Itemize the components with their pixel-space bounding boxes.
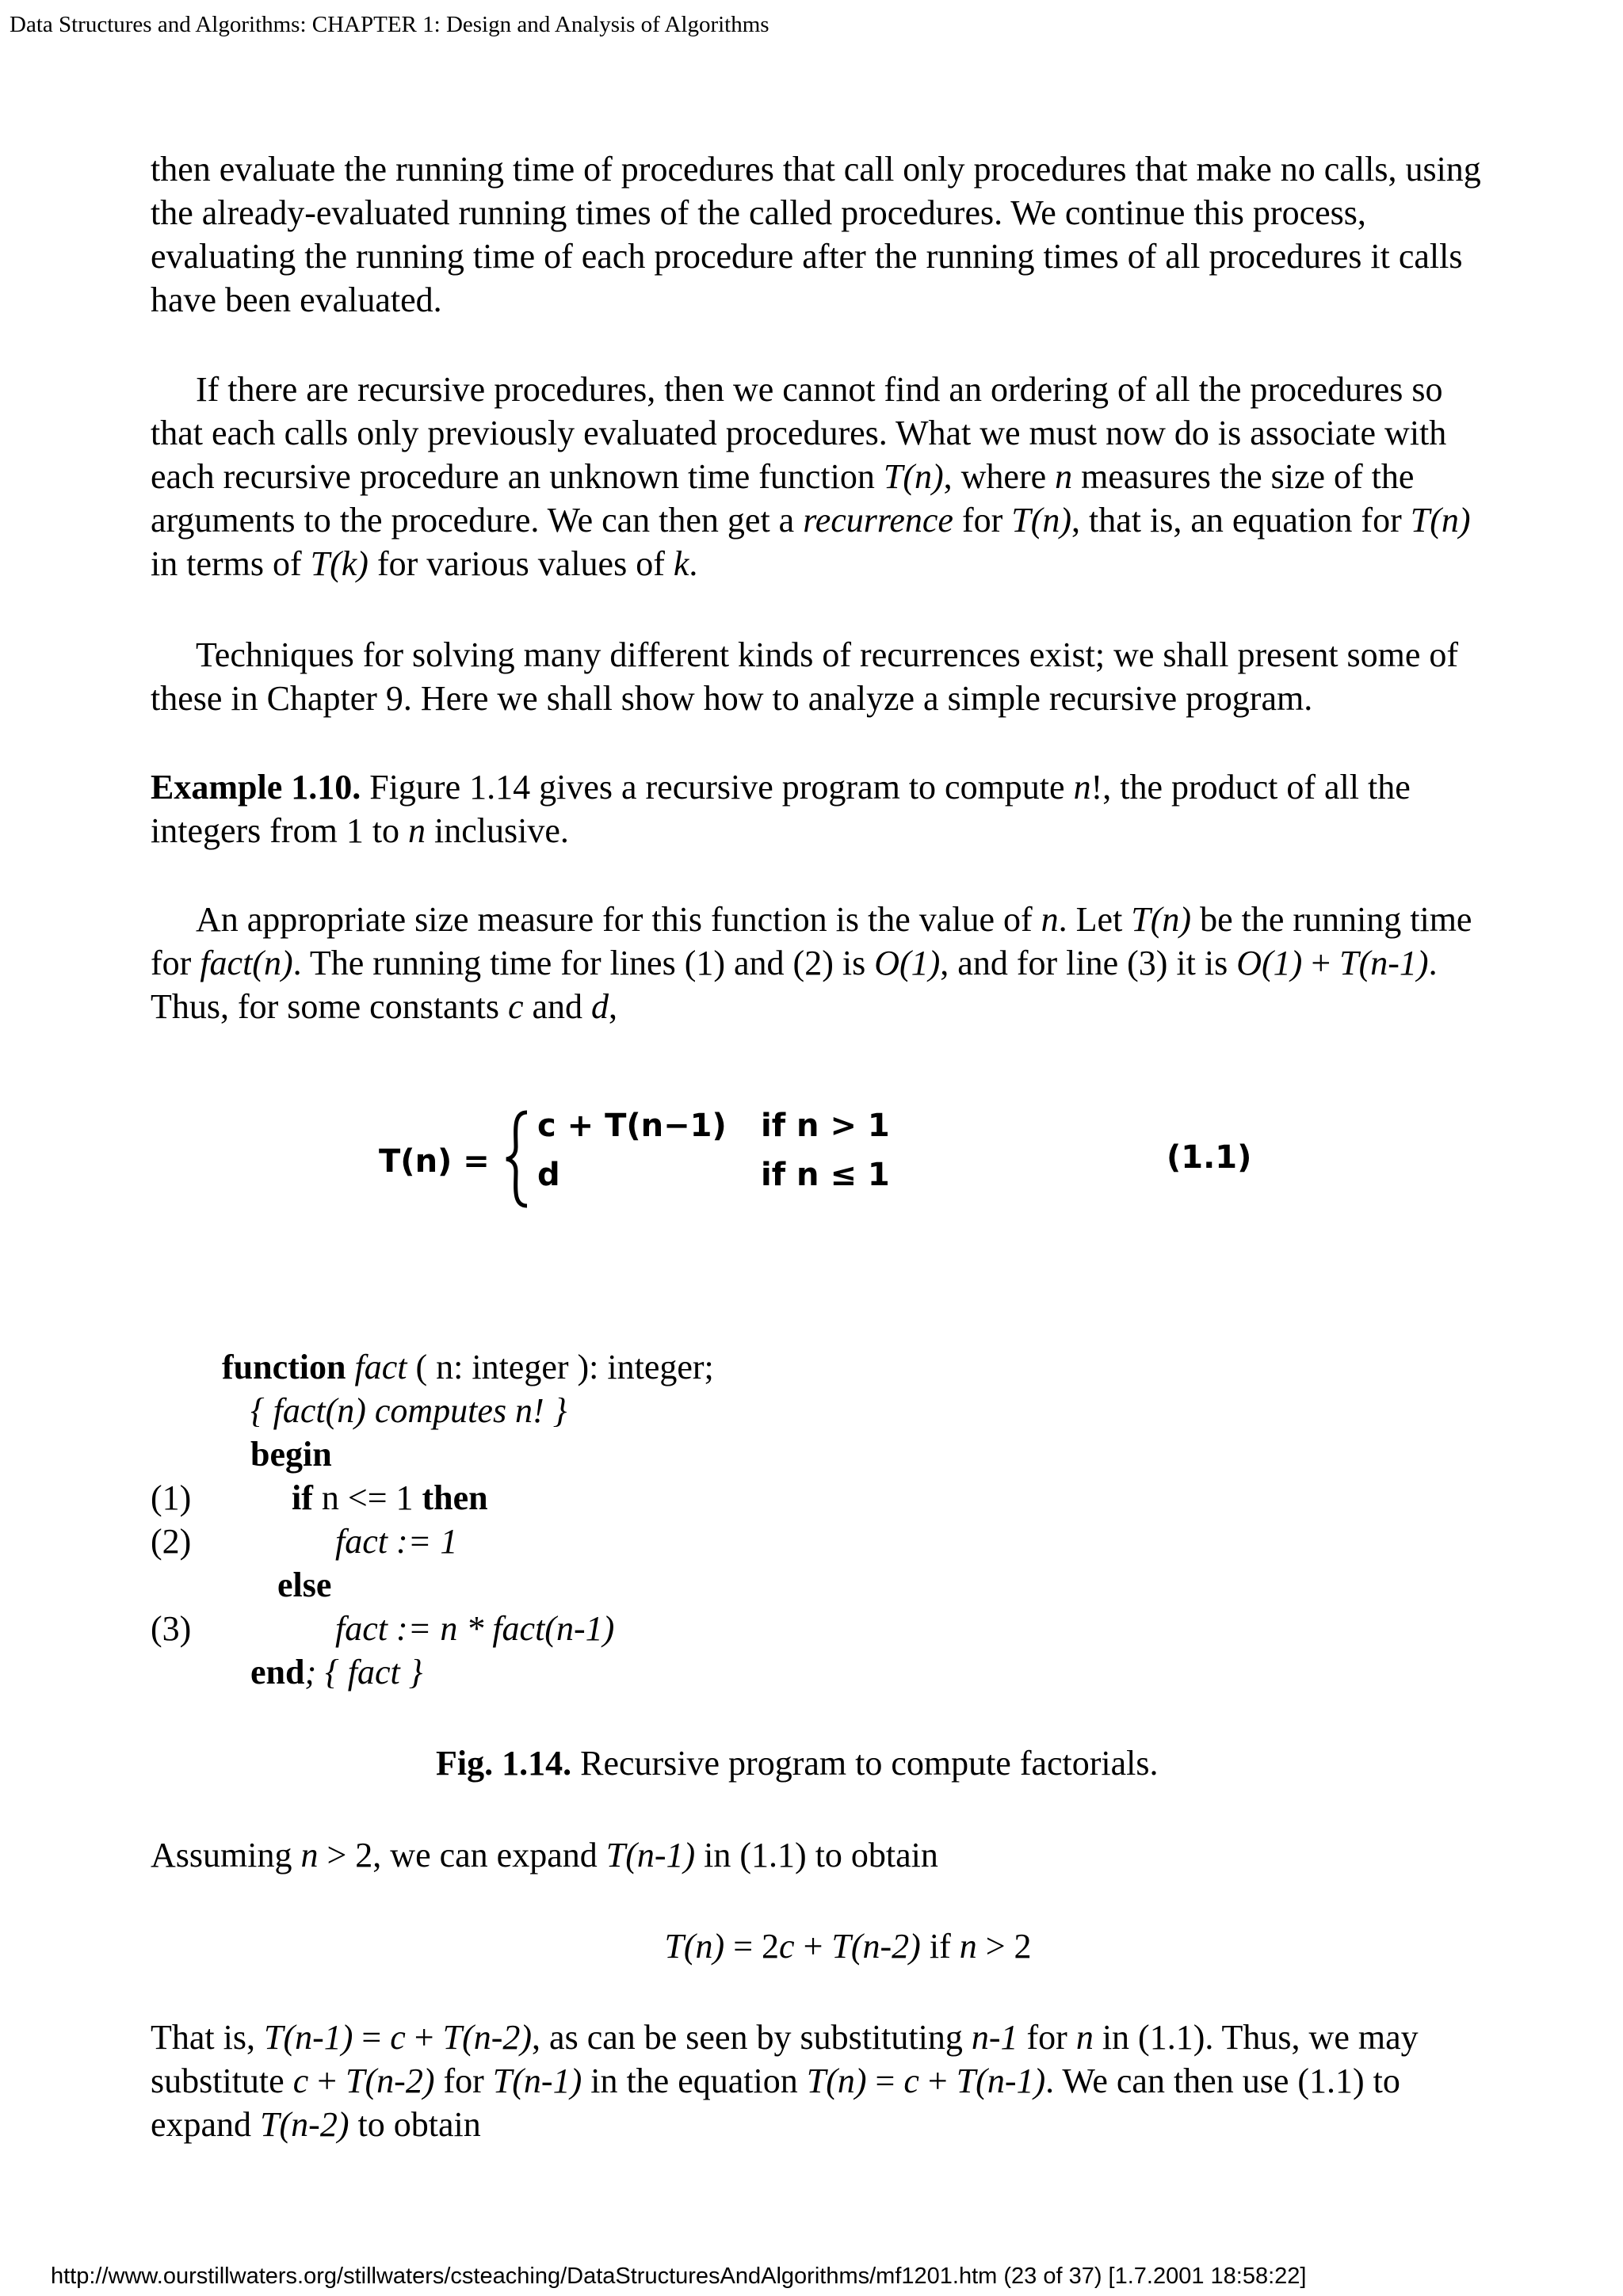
code-line-1 [151,1476,864,1520]
math-tn: T(n) [1011,501,1072,540]
text-span: in (1.1) to obtain [695,1836,938,1875]
math-tn1: T(n-1) [605,1836,696,1875]
math-k: k [673,544,689,583]
math-n-minus-1: n-1 [971,2018,1018,2057]
math-tn: T(n) [806,2061,867,2100]
math-c: c [390,2018,406,2057]
math-tn2: T(n-2) [346,2061,435,2100]
if-condition: n <= 1 [312,1478,422,1517]
text-span: + [308,2061,346,2100]
code-line-end [151,1650,864,1694]
example-paragraph [151,765,1498,852]
line-number: (1) [151,1478,192,1517]
text-span: , where [943,457,1056,496]
text-span: Assuming [151,1836,301,1875]
math-tn2: T(n-2) [260,2105,349,2144]
text-span: for [1018,2018,1076,2057]
text-span: = [866,2061,904,2100]
text-span: > 2, we can expand [318,1836,606,1875]
math-tn1: T(n-1) [1339,944,1429,982]
example-label: Example 1.10. [151,768,361,807]
text-span: , as can be seen by substituting [532,2018,972,2057]
math-tn2: T(n-2) [831,1927,921,1966]
math-n: n [959,1927,977,1966]
math-factn: fact(n) [200,944,293,982]
equation-number: (1.1) [1167,1139,1252,1176]
text-span: , that is, an equation for [1071,501,1411,540]
paragraph-2 [151,368,1498,585]
math-n: n [1073,768,1091,807]
text-span: = [353,2018,391,2057]
code-listing [151,1345,864,1694]
keyword-then: then [422,1478,488,1517]
text-span: Figure 1.14 gives a recursive program to compute [361,768,1074,807]
text-span: !, the product of all the integers from 1 to [151,768,1411,850]
math-c: c [507,987,524,1026]
math-tn1: T(n-1) [956,2061,1046,2100]
math-o1: O(1) [1236,944,1303,982]
text-span: . We can then use (1.1) to expand [151,2061,1400,2144]
text-span: and [523,987,591,1026]
figure-label: Fig. 1.14. [436,1744,572,1783]
math-tn: T(n) [664,1927,725,1966]
math-c: c [903,2061,919,2100]
math-n: n [1075,2018,1094,2057]
math-tn2: T(n-2) [442,2018,533,2057]
code-line-comment [151,1389,864,1432]
case1-expression: c + T(n−1) [537,1108,727,1144]
line-number: (2) [151,1522,192,1561]
code-text: fact := n * fact(n-1) [335,1609,615,1648]
text-span: + [1302,944,1340,982]
body-text [151,147,1498,1028]
text-span: measures the size of the arguments to the procedure. We can then get a [151,457,1415,540]
text-span: , and for line (3) it is [940,944,1237,982]
end-comment: ; { fact } [304,1653,423,1691]
code-line-signature [151,1345,864,1389]
math-tn: T(n) [1410,501,1471,540]
code-line-else [151,1563,864,1607]
math-tn1: T(n-1) [263,2018,353,2057]
math-tn: T(n) [1131,900,1192,939]
math-tk: T(k) [310,544,369,583]
text-span: . The running time for lines (1) and (2) is [292,944,875,982]
text-span: . Thus, for some constants [151,944,1438,1026]
text-span: . Let [1058,900,1132,939]
period: . [689,544,698,583]
math-n: n [300,1836,319,1875]
figure-text: Recursive program to compute factorials. [571,1744,1159,1783]
case2-expression: d [537,1157,560,1193]
text-span: An appropriate size measure for this function is the value of [196,900,1041,939]
text-span: = 2 [724,1927,780,1966]
math-n: n [1041,900,1059,939]
math-tn1: T(n-1) [492,2061,582,2100]
text-span: in terms of [151,544,311,583]
text-span: be the running time for [151,900,1472,982]
text-span: for [953,501,1012,540]
math-n: n [1055,457,1073,496]
recurrence-lhs: T(n) = [379,1143,490,1180]
paragraph-1: then evaluate the running time of procedures that call only procedures that make no calls, using the already-evaluated running times of the called procedures. We continue this process, evaluating the running time of each procedure after the running times of all procedures it calls have been evaluated. [151,150,1481,319]
paragraph-5 [151,898,1498,1028]
line-number: (3) [151,1609,192,1648]
text-span: That is, [151,2018,264,2057]
text-span: if [920,1927,960,1966]
math-c: c [779,1927,795,1966]
code-comment: { fact(n) computes n! } [250,1391,567,1430]
paragraph-assuming [151,1833,1498,1877]
signature-rest: ( n: integer ): integer; [407,1348,714,1386]
text-span: inclusive. [426,811,569,850]
page-header-title: Data Structures and Algorithms: CHAPTER 1: Design and Analysis of Algorithms [10,12,769,37]
case2-condition: if n ≤ 1 [761,1157,890,1193]
code-line-2 [151,1520,864,1563]
figure-caption [436,1741,1228,1785]
text-span: > 2 [976,1927,1032,1966]
math-d: d [591,987,609,1026]
text-span: for [434,2061,493,2100]
text-span: for various values of [368,544,674,583]
text-span: + [405,2018,443,2057]
math-o1: O(1) [874,944,941,982]
math-tn: T(n) [883,457,944,496]
code-text [250,1650,422,1694]
recurrence-equation [379,1108,1290,1219]
code-line-3 [151,1607,864,1650]
keyword-if: if [292,1478,313,1517]
page-footer-url: http://www.ourstillwaters.org/stillwaters/csteaching/DataStructuresAndAlgorithms/mf1201.htm (23 of 37) [1.7.2001 18:58:22] [51,2264,1307,2289]
function-name: fact [354,1348,407,1386]
text-span: + [794,1927,832,1966]
math-n: n [408,811,426,850]
keyword-end: end [250,1653,305,1691]
text-span: If there are recursive procedures, then we cannot find an ordering of all the procedures so that each calls only previously evaluated procedures. What we must now do is associate with each recursive procedure an unknown time function [151,370,1447,496]
keyword-else: else [277,1566,332,1604]
text-span: , [609,987,617,1026]
term-recurrence: recurrence [803,501,953,540]
math-c: c [292,2061,309,2100]
paragraph-3: Techniques for solving many different kinds of recurrences exist; we shall present some of these in Chapter 9. Here we shall show how to analyze a simple recursive program. [151,635,1459,718]
code-line-begin [151,1432,864,1476]
left-brace-icon [502,1108,533,1211]
keyword-function: function [222,1348,346,1386]
display-equation-2 [151,1924,1498,1968]
code-text [222,1345,714,1389]
case1-condition: if n > 1 [761,1108,890,1144]
code-text [292,1476,488,1520]
text-span: in (1.1). Thus, we may substitute [151,2018,1419,2100]
text-span: + [918,2061,957,2100]
paragraph-that-is [151,2016,1498,2146]
code-text: fact := 1 [335,1522,458,1561]
lower-text [151,1833,1498,2146]
text-span: in the equation [582,2061,807,2100]
text-span: to obtain [349,2105,481,2144]
keyword-begin: begin [250,1435,332,1474]
